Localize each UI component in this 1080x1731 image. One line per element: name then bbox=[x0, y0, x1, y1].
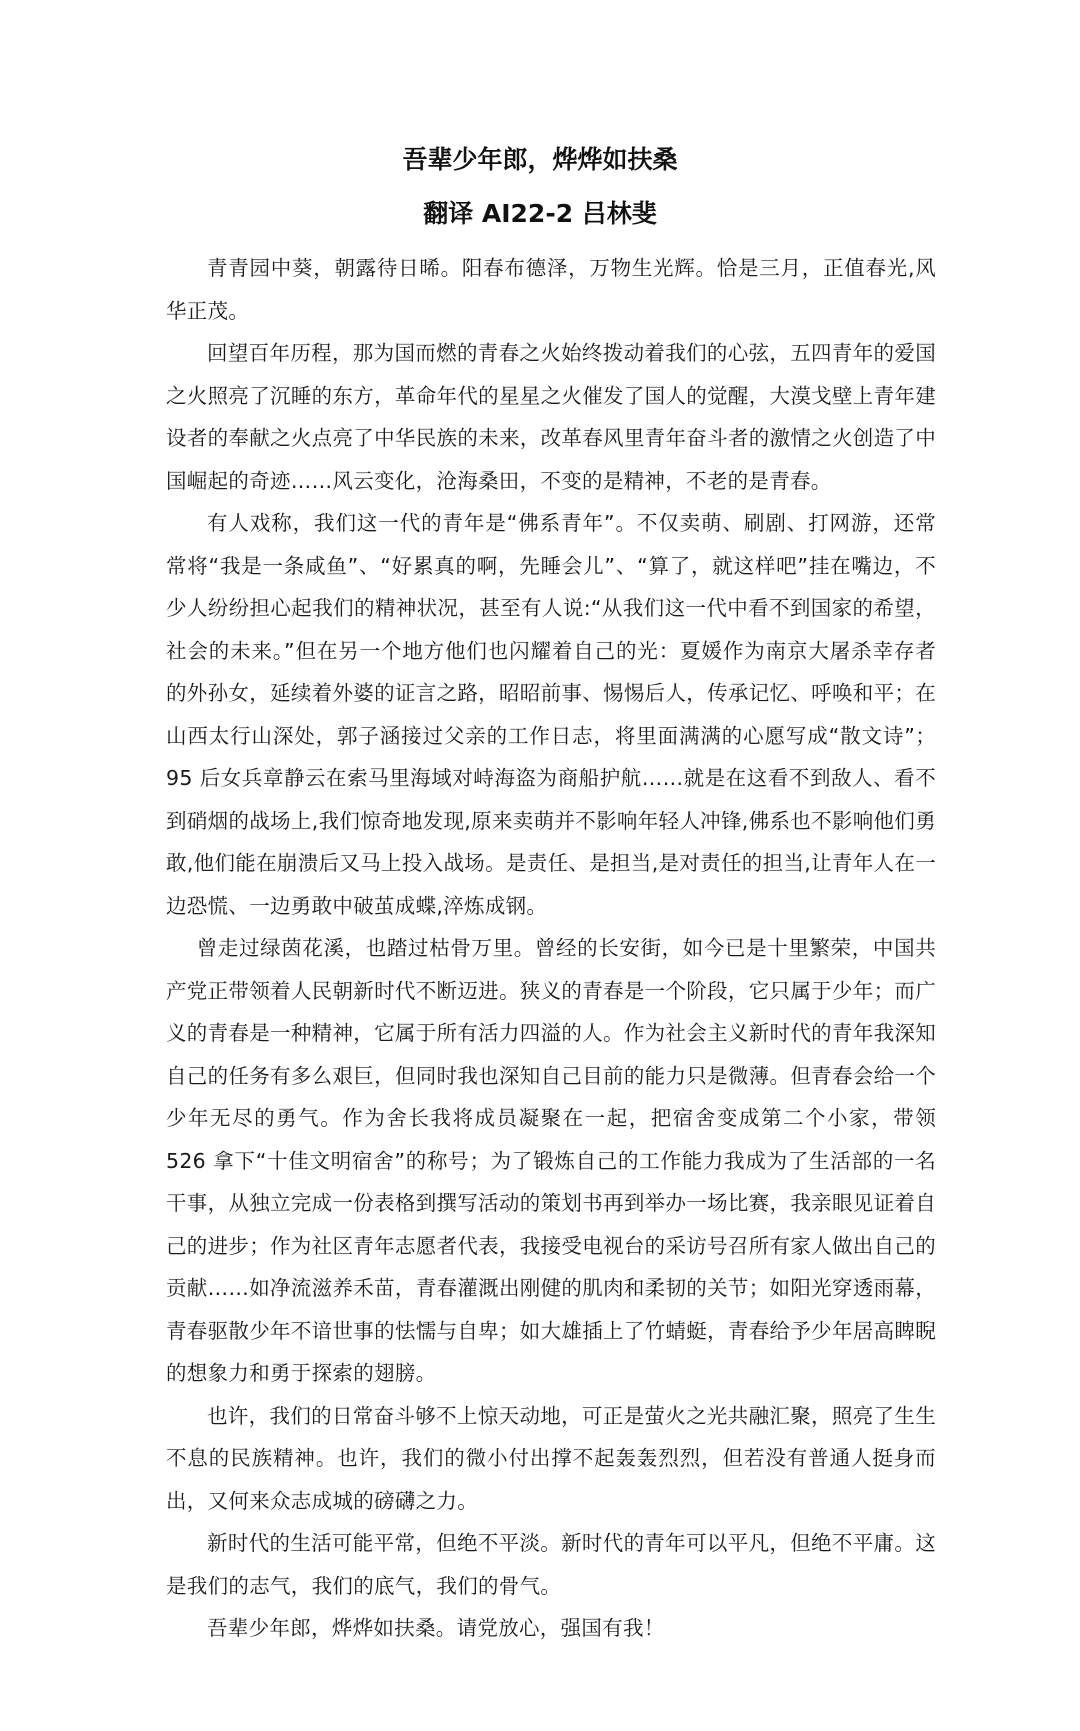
document-title: 吾辈少年郎，烨烨如扶桑 bbox=[402, 145, 678, 174]
paragraph-6: 新时代的生活可能平常，但绝不平淡。新时代的青年可以平凡，但绝不平庸。这是我们的志气，我们的底气，我们的骨气。 bbox=[166, 1531, 936, 1598]
paragraph-3: 有人戏称，我们这一代的青年是“佛系青年”。不仅卖萌、刷剧、打网游，还常常将“我是一条咸鱼”、“好累真的啊，先睡会儿”、“算了，就这样吧”挂在嘴边，不少人纷纷担心起我们的精神状况，甚至有人说:“从我们这一代中看不到国家的希望，社会的未来。”但在另一个地方他们也闪耀着自己的光：夏媛作为南京大屠杀幸存者的外孙女，延续着外婆的证言之路，昭昭前事、惕惕后人，传承记忆、呼唤和平；在山西太行山深处，郭子涵接过父亲的工作日志，将里面满满的心愿写成“散文诗”；95 后女兵章静云在索马里海域对峙海盗为商船护航……就是在这看不到敌人、看不到硝烟的战场上,我们惊奇地发现,原来卖萌并不影响年轻人冲锋,佛系也不影响他们勇敢,他们能在崩溃后又马上投入战场。是责任、是担当,是对责任的担当,让青年人在一边恐慌、一边勇敢中破茧成蝶,淬炼成钢。 bbox=[166, 511, 936, 918]
paragraph-4: 曾走过绿茵花溪，也踏过枯骨万里。曾经的长安街，如今已是十里繁荣，中国共产党正带领着人民朝新时代不断迈进。狭义的青春是一个阶段，它只属于少年；而广义的青春是一种精神，它属于所有活力四溢的人。作为社会主义新时代的青年我深知自己的任务有多么艰巨，但同时我也深知自己目前的能力只是微薄。但青春会给一个少年无尽的勇气。作为舍长我将成员凝聚在一起，把宿舍变成第二个小家，带领 526 拿下“十佳文明宿舍”的称号；为了锻炼自己的工作能力我成为了生活部的一名干事，从独立完成一份表格到撰写活动的策划书再到举办一场比赛，我亲眼见证着自己的进步；作为社区青年志愿者代表，我接受电视台的采访号召所有家人做出自己的贡献……如净流滋养禾苗，青春灌溉出刚健的肌肉和柔韧的关节；如阳光穿透雨幕，青春驱散少年不谙世事的怯懦与自卑；如大雄插上了竹蜻蜓，青春给予少年居高睥睨的想象力和勇于探索的翅膀。 bbox=[166, 936, 936, 1385]
paragraph-5: 也许，我们的日常奋斗够不上惊天动地，可正是萤火之光共融汇聚，照亮了生生不息的民族精神。也许，我们的微小付出撑不起轰轰烈烈，但若没有普通人挺身而出，又何来众志成城的磅礴之力。 bbox=[166, 1403, 936, 1513]
paragraph-2: 回望百年历程，那为国而燃的青春之火始终拨动着我们的心弦，五四青年的爱国之火照亮了沉睡的东方，革命年代的星星之火催发了国人的觉醒，大漠戈壁上青年建设者的奉献之火点亮了中华民族的未来，改革春风里青年奋斗者的激情之火创造了中国崛起的奇迹……风云变化，沧海桑田，不变的是精神，不老的是青春。 bbox=[166, 341, 936, 493]
paragraph-7: 吾辈少年郎，烨烨如扶桑。请党放心，强国有我！ bbox=[207, 1616, 665, 1640]
author-line: 翻译 AI22-2 吕林斐 bbox=[423, 199, 657, 228]
paragraph-1: 青青园中葵，朝露待日晞。阳春布德泽，万物生光辉。恰是三月，正值春光,风华正茂。 bbox=[166, 256, 936, 323]
document-body bbox=[166, 247, 936, 1650]
